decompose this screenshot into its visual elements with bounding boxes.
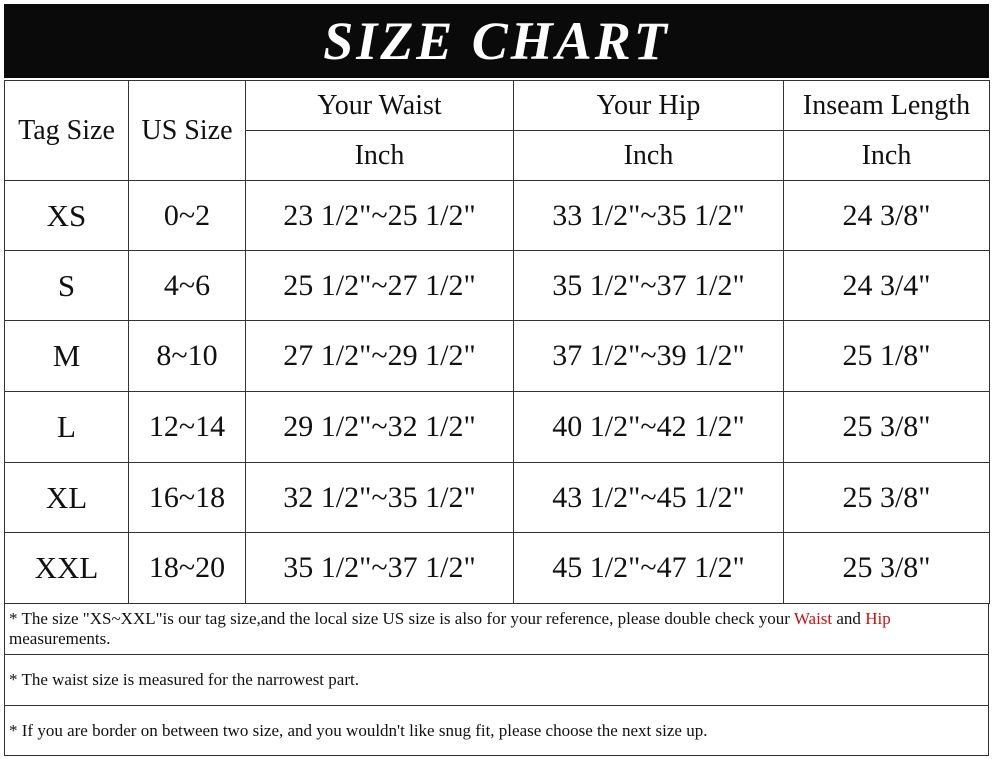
waist-cell: 23 1/2"~25 1/2" bbox=[246, 181, 514, 251]
us-size-cell: 0~2 bbox=[129, 181, 246, 251]
inseam-cell: 25 3/8" bbox=[784, 533, 990, 604]
header-inseam-unit: Inch bbox=[784, 131, 990, 181]
waist-cell: 25 1/2"~27 1/2" bbox=[246, 251, 514, 321]
table-row bbox=[5, 392, 990, 463]
note-1-and: and bbox=[832, 609, 866, 628]
table-row bbox=[5, 251, 990, 321]
waist-cell: 27 1/2"~29 1/2" bbox=[246, 321, 514, 392]
tag-size-cell: XL bbox=[5, 463, 129, 533]
size-notes bbox=[4, 603, 989, 756]
tag-size-cell: M bbox=[5, 321, 129, 392]
note-1-suffix: measurements. bbox=[9, 629, 111, 648]
header-us-size: US Size bbox=[129, 81, 246, 181]
tag-size-cell: XS bbox=[5, 181, 129, 251]
hip-cell: 45 1/2"~47 1/2" bbox=[514, 533, 784, 604]
waist-cell: 32 1/2"~35 1/2" bbox=[246, 463, 514, 533]
hip-cell: 33 1/2"~35 1/2" bbox=[514, 181, 784, 251]
hip-cell: 35 1/2"~37 1/2" bbox=[514, 251, 784, 321]
note-waist-measure: * The waist size is measured for the narrowest part. bbox=[5, 655, 989, 706]
inseam-cell: 24 3/4" bbox=[784, 251, 990, 321]
note-tag-size bbox=[5, 604, 989, 655]
tag-size-cell: S bbox=[5, 251, 129, 321]
table-row bbox=[5, 463, 990, 533]
tag-size-cell: L bbox=[5, 392, 129, 463]
inseam-cell: 25 3/8" bbox=[784, 392, 990, 463]
inseam-cell: 25 1/8" bbox=[784, 321, 990, 392]
note-size-up: * If you are border on between two size, and you wouldn't like snug fit, please choose the next size up. bbox=[5, 706, 989, 756]
us-size-cell: 12~14 bbox=[129, 392, 246, 463]
table-row bbox=[5, 181, 990, 251]
hip-cell: 37 1/2"~39 1/2" bbox=[514, 321, 784, 392]
size-chart-title: SIZE CHART bbox=[323, 11, 670, 71]
us-size-cell: 16~18 bbox=[129, 463, 246, 533]
note-1-text: * The size "XS~XXL"is our tag size,and the local size US size is also for your reference, please double check your bbox=[9, 609, 794, 628]
header-inseam: Inseam Length bbox=[784, 81, 990, 131]
inseam-cell: 24 3/8" bbox=[784, 181, 990, 251]
table-row bbox=[5, 321, 990, 392]
size-chart-title-bar bbox=[4, 4, 989, 78]
header-tag-size: Tag Size bbox=[5, 81, 129, 181]
hip-cell: 43 1/2"~45 1/2" bbox=[514, 463, 784, 533]
us-size-cell: 8~10 bbox=[129, 321, 246, 392]
table-row bbox=[5, 533, 990, 604]
size-table bbox=[4, 80, 989, 604]
header-waist: Your Waist bbox=[246, 81, 514, 131]
waist-cell: 35 1/2"~37 1/2" bbox=[246, 533, 514, 604]
header-waist-unit: Inch bbox=[246, 131, 514, 181]
header-hip: Your Hip bbox=[514, 81, 784, 131]
inseam-cell: 25 3/8" bbox=[784, 463, 990, 533]
hip-cell: 40 1/2"~42 1/2" bbox=[514, 392, 784, 463]
header-hip-unit: Inch bbox=[514, 131, 784, 181]
note-1-hip: Hip bbox=[865, 609, 891, 628]
us-size-cell: 18~20 bbox=[129, 533, 246, 604]
note-1-waist: Waist bbox=[793, 609, 833, 628]
tag-size-cell: XXL bbox=[5, 533, 129, 604]
waist-cell: 29 1/2"~32 1/2" bbox=[246, 392, 514, 463]
us-size-cell: 4~6 bbox=[129, 251, 246, 321]
